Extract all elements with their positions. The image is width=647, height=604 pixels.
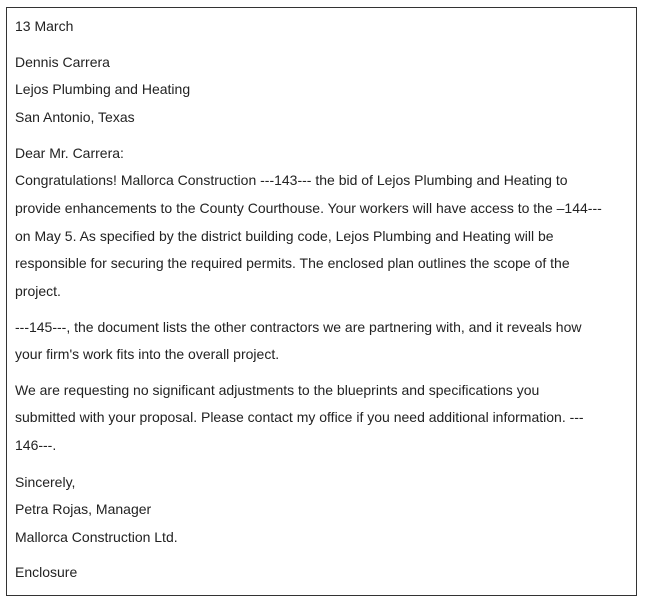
enclosure-note: Enclosure <box>15 564 78 580</box>
paragraph-1-line-1: Congratulations! Mallorca Construction ---143--- the bid of Lejos Plumbing and Heating to <box>15 172 568 188</box>
paragraph-3-line-3: 146---. <box>15 437 57 453</box>
paragraph-1-line-2: provide enhancements to the County Courthouse. Your workers will have access to the –144--- <box>15 200 602 216</box>
closing: Sincerely, <box>15 474 76 490</box>
letter-date: 13 March <box>15 18 74 34</box>
signer-name: Petra Rojas, Manager <box>15 501 152 517</box>
signer-company: Mallorca Construction Ltd. <box>15 529 178 545</box>
paragraph-3-line-1: We are requesting no significant adjustments to the blueprints and specifications you <box>15 382 540 398</box>
paragraph-2-line-1: ---145---, the document lists the other contractors we are partnering with, and it reveals how <box>15 319 582 335</box>
paragraph-3-line-2: submitted with your proposal. Please contact my office if you need additional information. --- <box>15 409 584 425</box>
recipient-name: Dennis Carrera <box>15 54 110 70</box>
paragraph-1-line-3: on May 5. As specified by the district building code, Lejos Plumbing and Heating will be <box>15 228 554 244</box>
recipient-location: San Antonio, Texas <box>15 109 135 125</box>
paragraph-1-line-4: responsible for securing the required permits. The enclosed plan outlines the scope of the <box>15 255 570 271</box>
paragraph-2-line-2: your firm's work fits into the overall project. <box>15 346 280 362</box>
recipient-company: Lejos Plumbing and Heating <box>15 81 191 97</box>
paragraph-1-line-5: project. <box>15 283 61 299</box>
salutation: Dear Mr. Carrera: <box>15 145 124 161</box>
